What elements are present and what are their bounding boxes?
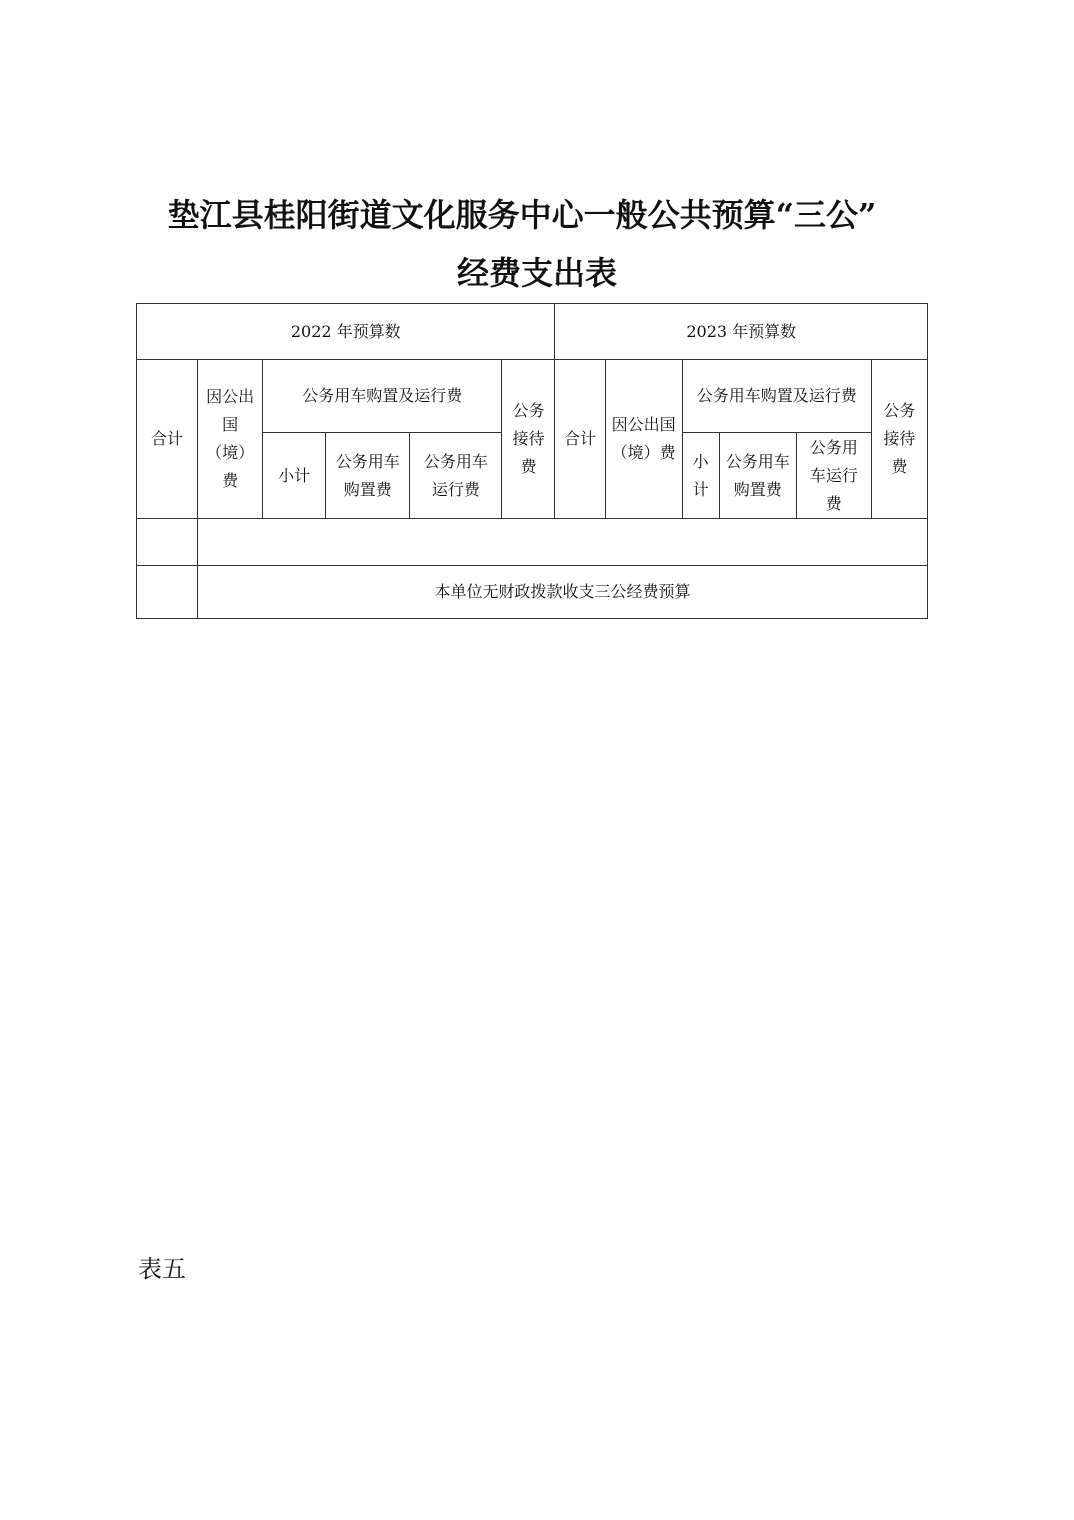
empty-row-label-cell xyxy=(137,519,198,566)
header-2023-budget: 2023 年预算数 xyxy=(555,304,928,360)
header-2023-total: 合计 xyxy=(555,360,605,519)
header-2023-vehicle-purchase xyxy=(719,433,796,519)
note-row-label-cell xyxy=(137,566,198,619)
header-2023-vehicle-group: 公务用车购置及运行费 xyxy=(682,360,871,433)
no-budget-note: 本单位无财政拨款收支三公经费预算 xyxy=(198,566,928,619)
header-2022-abroad xyxy=(198,360,263,519)
table-row-note xyxy=(137,566,928,619)
table-row-empty xyxy=(137,519,928,566)
header-2022-reception-label: 公务接待费 xyxy=(512,401,545,476)
header-2022-abroad-label: 因公出国（境）费 xyxy=(206,387,255,490)
header-2023-subtotal-label: 小计 xyxy=(692,451,709,499)
header-2023-reception xyxy=(871,360,927,519)
header-2022-vehicle-group: 公务用车购置及运行费 xyxy=(263,360,502,433)
header-2022-vehicle-operation-label: 公务用车运行费 xyxy=(423,451,488,499)
header-2023-reception-label: 公务接待费 xyxy=(883,401,916,476)
header-2022-subtotal: 小计 xyxy=(263,433,326,519)
table-title-line2: 经费支出表 xyxy=(456,254,617,292)
empty-row-value-cell xyxy=(198,519,928,566)
column-header-row xyxy=(137,360,928,433)
header-2022-total: 合计 xyxy=(137,360,198,519)
header-2022-vehicle-purchase-label: 公务用车购置费 xyxy=(335,451,400,499)
header-2022-budget: 2022 年预算数 xyxy=(137,304,555,360)
three-public-expenses-table xyxy=(136,303,928,619)
table-title-line1: 垫江县桂阳街道文化服务中心一般公共预算“三公” xyxy=(167,196,877,234)
header-2023-abroad xyxy=(605,360,682,519)
header-2023-subtotal xyxy=(682,433,719,519)
header-2023-vehicle-operation xyxy=(796,433,871,519)
header-2022-vehicle-purchase xyxy=(326,433,410,519)
header-2023-vehicle-purchase-label: 公务用车购置费 xyxy=(725,451,790,499)
header-2022-vehicle-operation xyxy=(410,433,502,519)
header-2022-reception xyxy=(502,360,555,519)
table-number-label: 表五 xyxy=(138,1255,186,1283)
header-2023-vehicle-operation-label: 公务用车运行费 xyxy=(809,437,858,513)
year-header-row xyxy=(137,304,928,360)
header-2023-abroad-label: 因公出国（境）费 xyxy=(611,415,676,462)
